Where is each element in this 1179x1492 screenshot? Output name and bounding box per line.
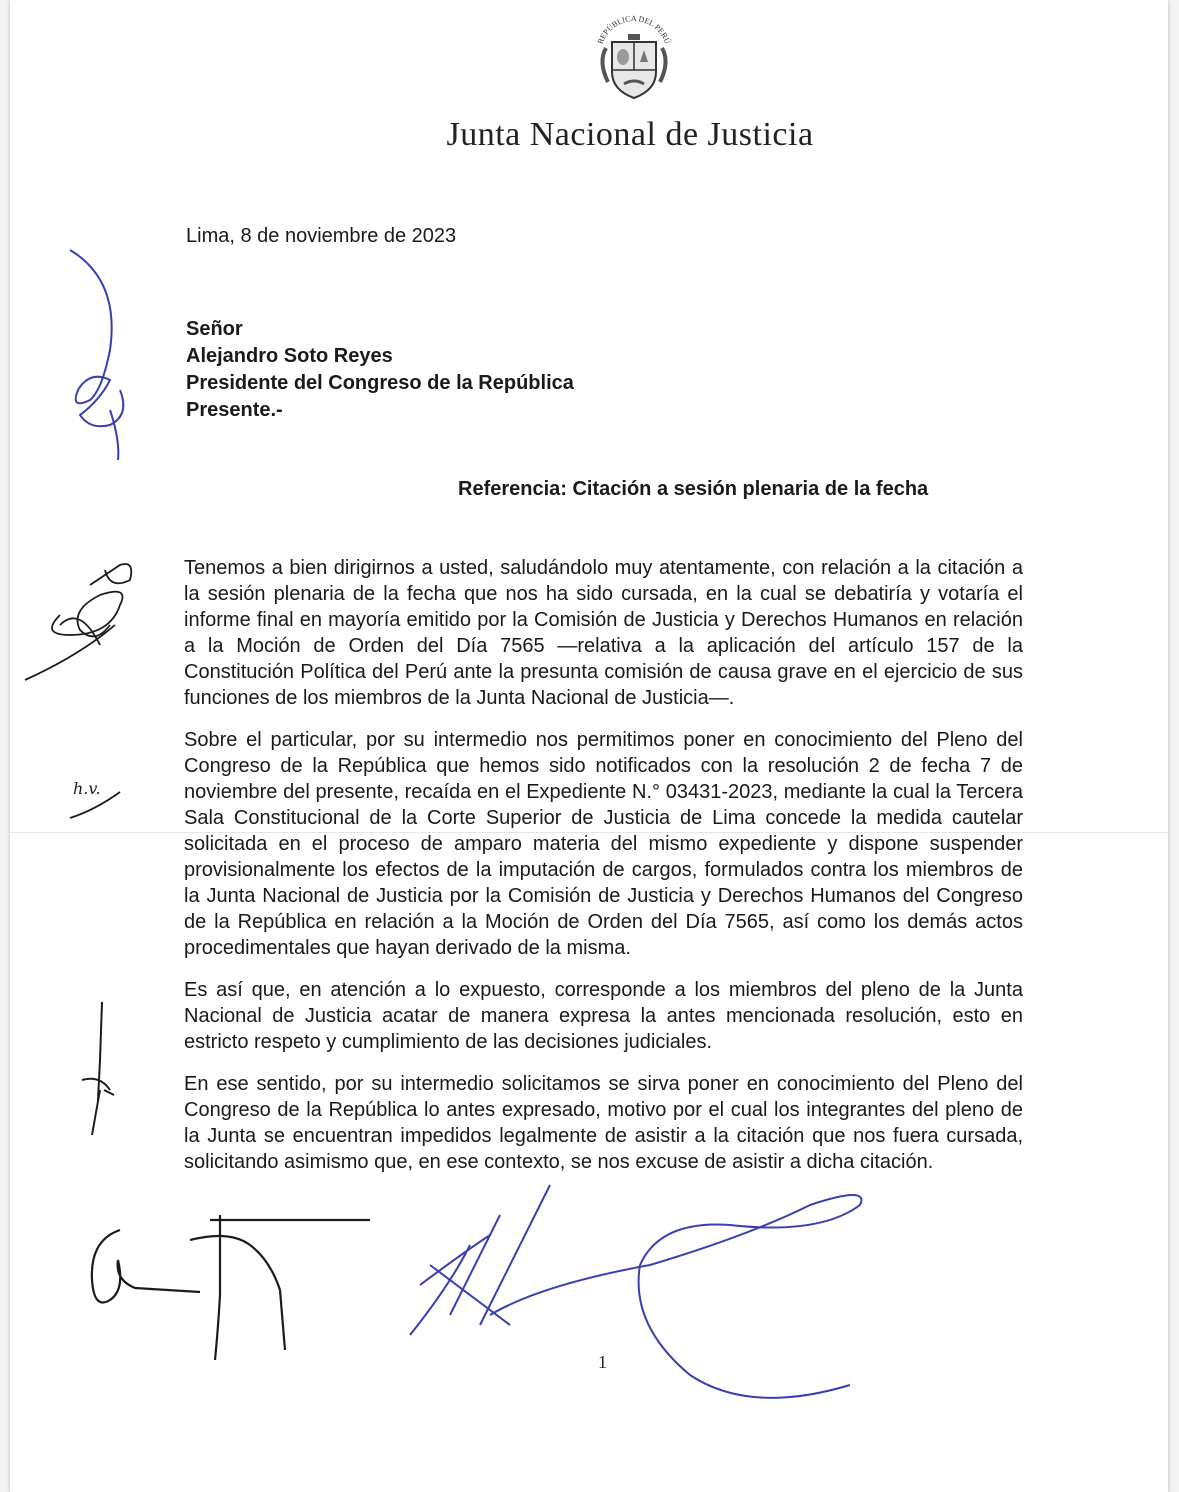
body-paragraph-4: En ese sentido, por su intermedio solicitamos se sirva poner en conocimiento del Pleno del Congreso de la República lo antes expresado, motivo por el cual los integrantes del pleno de la Junta se encuentran impedidos legalmente de asistir a la citación que nos fuera cursada, solicitando asimismo que, en ese contexto, se nos excuse de asistir a dicha citación. <box>184 1073 1023 1173</box>
organization-title: Junta Nacional de Justicia <box>446 116 814 153</box>
page-number: 1 <box>598 1352 607 1372</box>
addressee-block <box>186 316 786 424</box>
addressee-name: Alejandro Soto Reyes <box>186 345 393 367</box>
body-paragraph-3: Es así que, en atención a lo expuesto, corresponde a los miembros del pleno de la Junta Nacional de Justicia acatar de manera expresa la antes mencionada resolución, esto en estricto respeto y cumplimiento de las decisiones judiciales. <box>184 979 1023 1053</box>
reference-line: Referencia: Citación a sesión plenaria de la fecha <box>458 478 929 500</box>
letter-page <box>10 0 1168 1492</box>
margin-signature-3 <box>80 1000 130 1140</box>
signature-blue <box>390 1175 890 1415</box>
svg-text:REPÚBLICA DEL PERÚ <box>596 14 673 45</box>
body-paragraph-1: Tenemos a bien dirigirnos a usted, saludándolo muy atentamente, con relación a la citación a la sesión plenaria de la fecha que nos ha sido cursada, en la cual se debatiría y votaría el informe final en mayoría emitido por la Comisión de Justicia y Derechos Humanos en relación a la Moción de Orden del Día 7565 —relativa a la aplicación del artículo 157 de la Constitución Política del Perú ante la presunta comisión de causa grave en el ejercicio de sus funciones de los miembros de la Junta Nacional de Justicia—. <box>184 557 1023 709</box>
body-paragraph-2: Sobre el particular, por su intermedio nos permitimos poner en conocimiento del Pleno del Congreso de la República que hemos sido notificados con la resolución 2 de fecha 7 de noviembre del presente, recaída en el Expediente N.° 03431-2023, mediante la cual la Tercera Sala Constitucional de la Corte Superior de Justicia de Lima concede la medida cautelar solicitada en el proceso de amparo materia del mismo expediente y dispone suspender provisionalmente los efectos de la imputación de cargos, formulados contra los miembros de la Junta Nacional de Justicia por la Comisión de Justicia y Derechos Humanos del Congreso de la República en relación a la Moción de Orden del Día 7565, así como los demás actos procedimentales que hayan derivado de la misma. <box>184 729 1023 959</box>
crest-text: REPÚBLICA DEL PERÚ <box>595 14 673 46</box>
signature-black <box>80 1200 380 1370</box>
margin-initials <box>65 770 135 830</box>
date-line: Lima, 8 de noviembre de 2023 <box>186 225 457 247</box>
margin-signature-2 <box>20 555 150 685</box>
peru-coat-of-arms-icon <box>584 12 684 104</box>
addressee-salutation: Señor <box>186 318 243 340</box>
margin-signature-1 <box>50 240 150 470</box>
addressee-closing: Presente.- <box>186 399 283 421</box>
addressee-position: Presidente del Congreso de la República <box>186 372 574 394</box>
fold-line <box>10 832 1168 833</box>
margin-initials-text: h.v. <box>73 779 101 798</box>
letter-body <box>184 555 1023 1191</box>
